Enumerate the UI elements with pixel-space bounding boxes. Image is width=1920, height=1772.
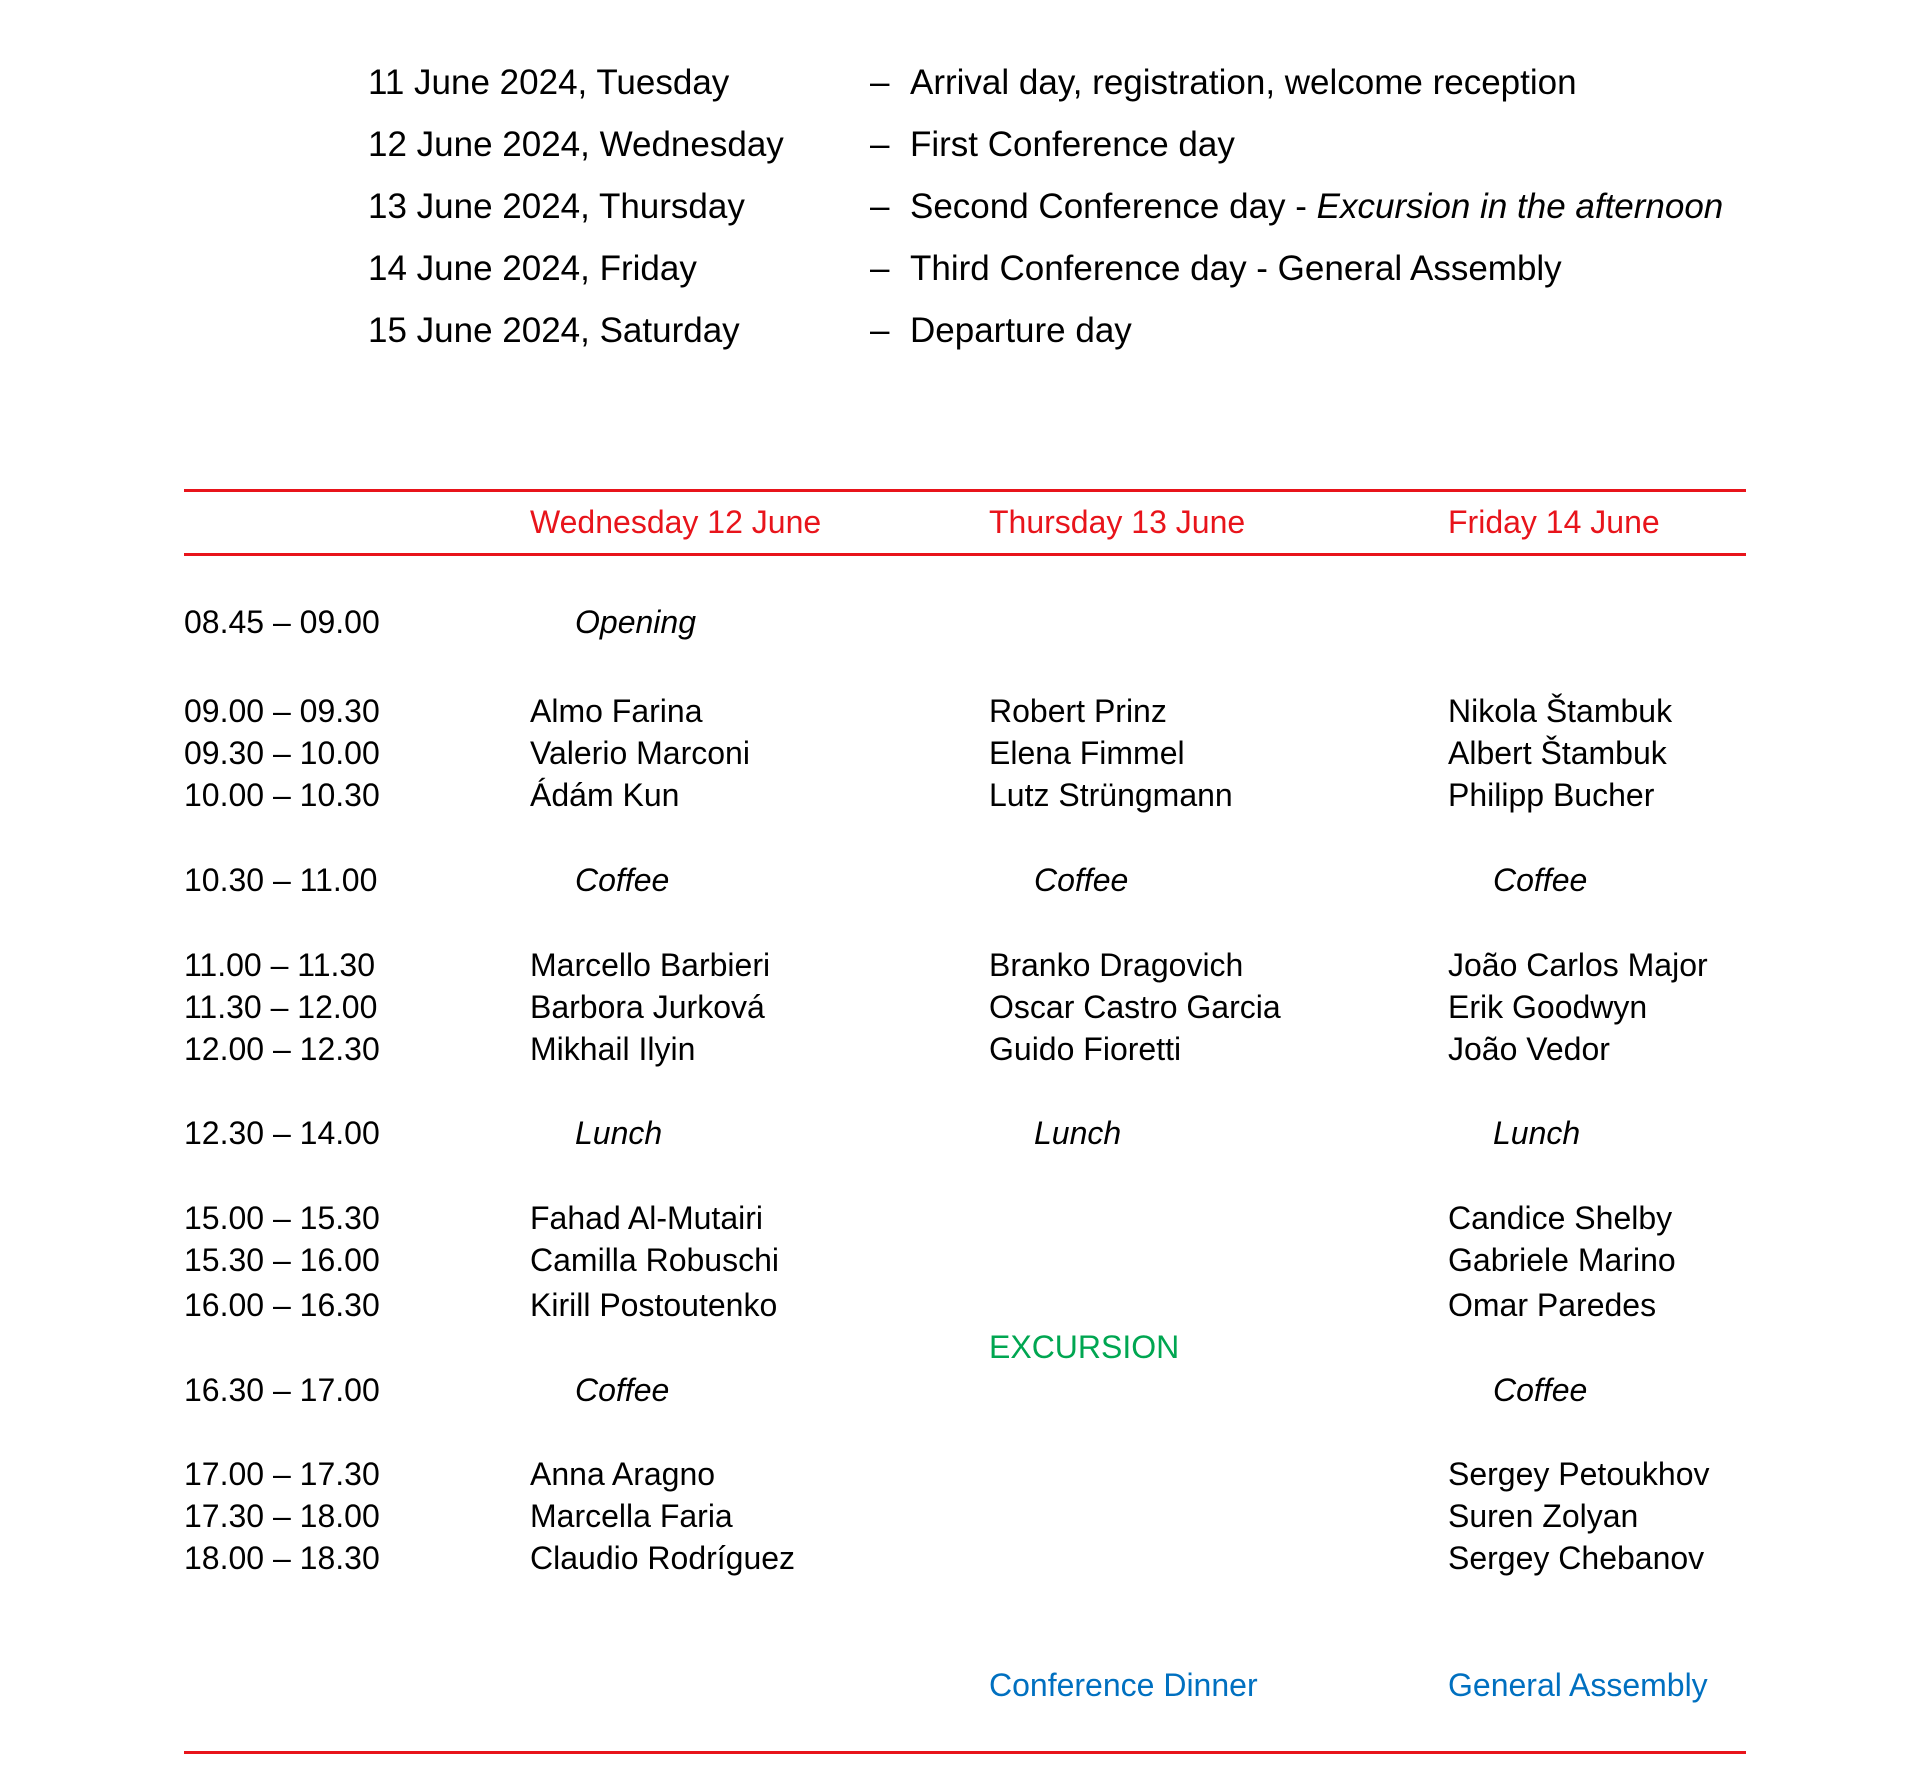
speaker-wednesday: Ádám Kun bbox=[530, 777, 680, 813]
header-friday: Friday 14 June bbox=[1448, 504, 1660, 540]
overview-description bbox=[910, 61, 1577, 105]
time-slot: 09.00 – 09.30 bbox=[184, 693, 380, 729]
overview-dash: – bbox=[870, 63, 890, 102]
overview-dash: – bbox=[870, 311, 890, 350]
speaker-wednesday: Mikhail Ilyin bbox=[530, 1031, 696, 1067]
speaker-friday: Candice Shelby bbox=[1448, 1200, 1673, 1236]
speaker-thursday: Oscar Castro Garcia bbox=[989, 989, 1281, 1025]
time-slot: 09.30 – 10.00 bbox=[184, 735, 380, 771]
speaker-thursday: Guido Fioretti bbox=[989, 1031, 1182, 1067]
speaker-friday: João Carlos Major bbox=[1448, 947, 1708, 983]
overview-description-italic: Excursion in the afternoon bbox=[1316, 187, 1724, 226]
speaker-friday: Sergey Chebanov bbox=[1448, 1540, 1705, 1576]
top-rule bbox=[184, 489, 1746, 492]
break-coffee: Coffee bbox=[575, 1372, 670, 1408]
overview-description bbox=[910, 185, 1723, 229]
time-slot: 16.00 – 16.30 bbox=[184, 1287, 380, 1323]
bottom-rule bbox=[184, 1751, 1746, 1754]
header-thursday: Thursday 13 June bbox=[989, 504, 1246, 540]
speaker-thursday: Robert Prinz bbox=[989, 693, 1167, 729]
header-rule bbox=[184, 553, 1746, 556]
speaker-friday: Sergey Petoukhov bbox=[1448, 1456, 1710, 1492]
speaker-thursday: Branko Dragovich bbox=[989, 947, 1244, 983]
break-lunch: Lunch bbox=[1034, 1115, 1122, 1151]
break-coffee: Coffee bbox=[575, 862, 670, 898]
time-slot: 12.30 – 14.00 bbox=[184, 1115, 380, 1151]
speaker-friday: Gabriele Marino bbox=[1448, 1242, 1676, 1278]
speaker-wednesday: Barbora Jurková bbox=[530, 989, 765, 1025]
overview-date: 12 June 2024, Wednesday bbox=[368, 125, 784, 164]
overview-description-text: Third Conference day - General Assembly bbox=[910, 249, 1562, 288]
time-slot: 10.30 – 11.00 bbox=[184, 862, 378, 898]
speaker-friday: Albert Štambuk bbox=[1448, 735, 1667, 771]
speaker-friday: Erik Goodwyn bbox=[1448, 989, 1648, 1025]
overview-date: 14 June 2024, Friday bbox=[368, 249, 697, 288]
break-lunch: Lunch bbox=[1493, 1115, 1581, 1151]
excursion-label: EXCURSION bbox=[989, 1329, 1180, 1365]
overview-description bbox=[910, 309, 1132, 353]
break-coffee: Coffee bbox=[1493, 1372, 1588, 1408]
overview-description-text: Departure day bbox=[910, 311, 1132, 350]
overview-dash: – bbox=[870, 125, 890, 164]
conference-dinner-label: Conference Dinner bbox=[989, 1667, 1258, 1703]
break-coffee: Coffee bbox=[1034, 862, 1129, 898]
speaker-friday: Suren Zolyan bbox=[1448, 1498, 1639, 1534]
time-slot: 11.00 – 11.30 bbox=[184, 947, 375, 983]
overview-description-text: Second Conference day - bbox=[910, 187, 1317, 226]
speaker-thursday: Lutz Strüngmann bbox=[989, 777, 1233, 813]
overview-description-text: First Conference day bbox=[910, 125, 1235, 164]
time-slot: 15.00 – 15.30 bbox=[184, 1200, 380, 1236]
speaker-wednesday: Anna Aragno bbox=[530, 1456, 716, 1492]
speaker-wednesday: Almo Farina bbox=[530, 693, 703, 729]
speaker-wednesday: Camilla Robuschi bbox=[530, 1242, 779, 1278]
overview-date: 11 June 2024, Tuesday bbox=[368, 63, 730, 102]
header-wednesday: Wednesday 12 June bbox=[530, 504, 822, 540]
overview-description bbox=[910, 123, 1235, 167]
overview-dash: – bbox=[870, 249, 890, 288]
break-opening: Opening bbox=[575, 604, 696, 640]
speaker-friday: Philipp Bucher bbox=[1448, 777, 1655, 813]
time-slot: 17.00 – 17.30 bbox=[184, 1456, 380, 1492]
break-coffee: Coffee bbox=[1493, 862, 1588, 898]
overview-dash: – bbox=[870, 187, 890, 226]
speaker-friday: João Vedor bbox=[1448, 1031, 1610, 1067]
overview-description-text: Arrival day, registration, welcome reception bbox=[910, 63, 1577, 102]
speaker-wednesday: Marcella Faria bbox=[530, 1498, 733, 1534]
time-slot: 17.30 – 18.00 bbox=[184, 1498, 380, 1534]
speaker-wednesday: Claudio Rodríguez bbox=[530, 1540, 796, 1576]
time-slot: 15.30 – 16.00 bbox=[184, 1242, 380, 1278]
speaker-wednesday: Kirill Postoutenko bbox=[530, 1287, 778, 1323]
time-slot: 08.45 – 09.00 bbox=[184, 604, 380, 640]
time-slot: 11.30 – 12.00 bbox=[184, 989, 378, 1025]
speaker-thursday: Elena Fimmel bbox=[989, 735, 1185, 771]
time-slot: 16.30 – 17.00 bbox=[184, 1372, 380, 1408]
speaker-wednesday: Valerio Marconi bbox=[530, 735, 750, 771]
time-slot: 10.00 – 10.30 bbox=[184, 777, 380, 813]
break-lunch: Lunch bbox=[575, 1115, 663, 1151]
overview-description bbox=[910, 247, 1562, 291]
time-slot: 12.00 – 12.30 bbox=[184, 1031, 380, 1067]
speaker-wednesday: Fahad Al-Mutairi bbox=[530, 1200, 763, 1236]
speaker-wednesday: Marcello Barbieri bbox=[530, 947, 771, 983]
overview-date: 13 June 2024, Thursday bbox=[368, 187, 745, 226]
speaker-friday: Nikola Štambuk bbox=[1448, 693, 1673, 729]
overview-date: 15 June 2024, Saturday bbox=[368, 311, 740, 350]
speaker-friday: Omar Paredes bbox=[1448, 1287, 1657, 1323]
general-assembly-label: General Assembly bbox=[1448, 1667, 1708, 1703]
time-slot: 18.00 – 18.30 bbox=[184, 1540, 380, 1576]
